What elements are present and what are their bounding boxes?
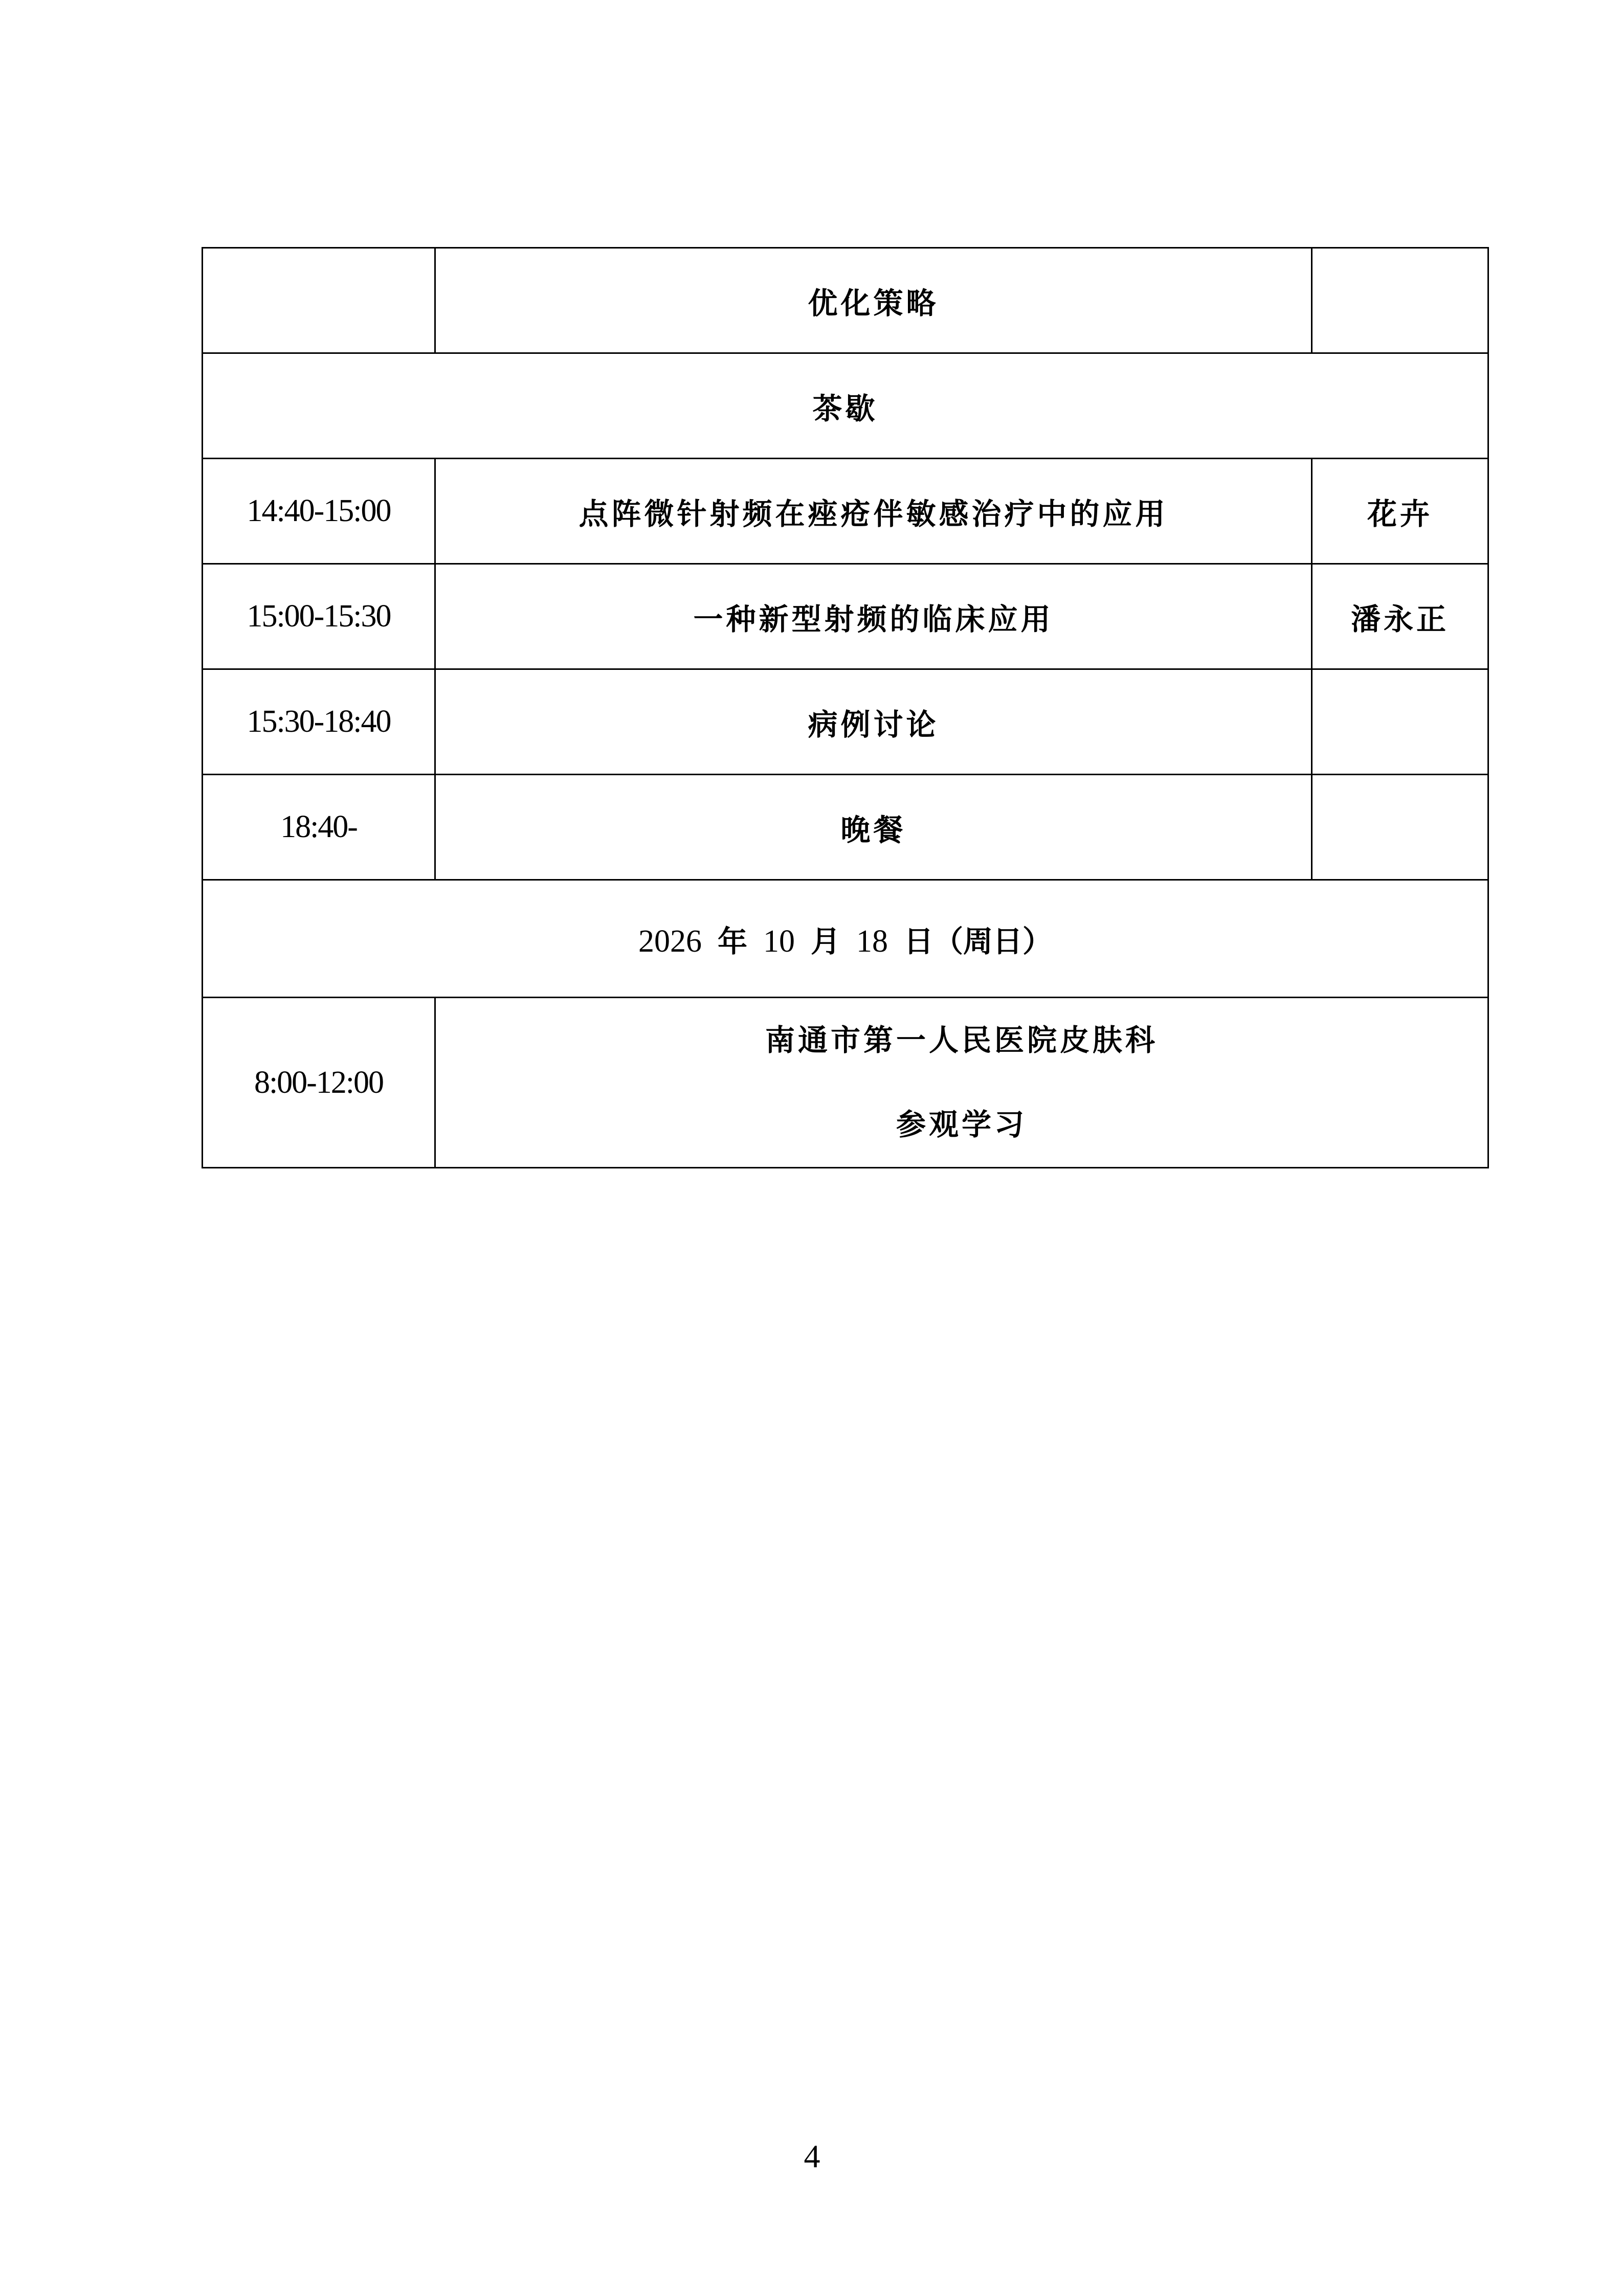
table-row xyxy=(203,353,1488,459)
date-weekday: （周日） xyxy=(933,924,1053,959)
time-text: 8:00-12:00 xyxy=(254,1065,384,1100)
break-text: 茶歇 xyxy=(812,391,878,426)
date-row xyxy=(203,880,1488,998)
time-cell xyxy=(203,248,435,353)
speaker-cell xyxy=(1312,248,1488,353)
topic-cell xyxy=(435,669,1312,775)
time-cell xyxy=(203,775,435,880)
date-year: 2026 xyxy=(638,924,702,959)
table-row xyxy=(203,459,1488,564)
topic-cell xyxy=(435,775,1312,880)
date-day-unit: 日 xyxy=(904,924,934,959)
schedule-table xyxy=(202,247,1489,1168)
visit-activity: 参观学习 xyxy=(896,1107,1027,1142)
topic-text: 优化策略 xyxy=(808,285,939,321)
speaker-text: 花卉 xyxy=(1367,496,1433,531)
speaker-cell xyxy=(1312,669,1488,775)
table-row xyxy=(203,775,1488,880)
topic-text: 点阵微针射频在痤疮伴敏感治疗中的应用 xyxy=(579,496,1168,531)
speaker-cell xyxy=(1312,564,1488,669)
topic-cell xyxy=(435,248,1312,353)
page-number: 4 xyxy=(804,2138,820,2174)
date-day: 18 xyxy=(856,924,888,959)
table-row xyxy=(203,669,1488,775)
time-text: 14:40-15:00 xyxy=(247,493,391,528)
time-cell xyxy=(203,564,435,669)
break-cell xyxy=(203,353,1488,459)
date-month-unit: 月 xyxy=(810,924,840,959)
topic-text: 病例讨论 xyxy=(808,707,939,742)
time-text: 15:00-15:30 xyxy=(247,599,391,634)
table-row xyxy=(203,248,1488,353)
time-text: 18:40- xyxy=(280,809,357,844)
topic-cell xyxy=(435,564,1312,669)
speaker-cell xyxy=(1312,775,1488,880)
date-month: 10 xyxy=(763,924,795,959)
time-cell xyxy=(203,998,435,1168)
topic-text: 晚餐 xyxy=(840,812,906,847)
date-heading xyxy=(638,924,1052,959)
time-cell xyxy=(203,669,435,775)
table-row xyxy=(203,998,1488,1168)
visit-cell xyxy=(435,998,1488,1168)
date-year-unit: 年 xyxy=(717,924,747,959)
speaker-cell xyxy=(1312,459,1488,564)
visit-location: 南通市第一人民医院皮肤科 xyxy=(765,1023,1158,1057)
time-cell xyxy=(203,459,435,564)
date-cell xyxy=(203,880,1488,998)
topic-text: 一种新型射频的临床应用 xyxy=(693,601,1054,637)
topic-cell xyxy=(435,459,1312,564)
table-row xyxy=(203,564,1488,669)
time-text: 15:30-18:40 xyxy=(247,704,391,739)
speaker-text: 潘永正 xyxy=(1350,601,1449,637)
